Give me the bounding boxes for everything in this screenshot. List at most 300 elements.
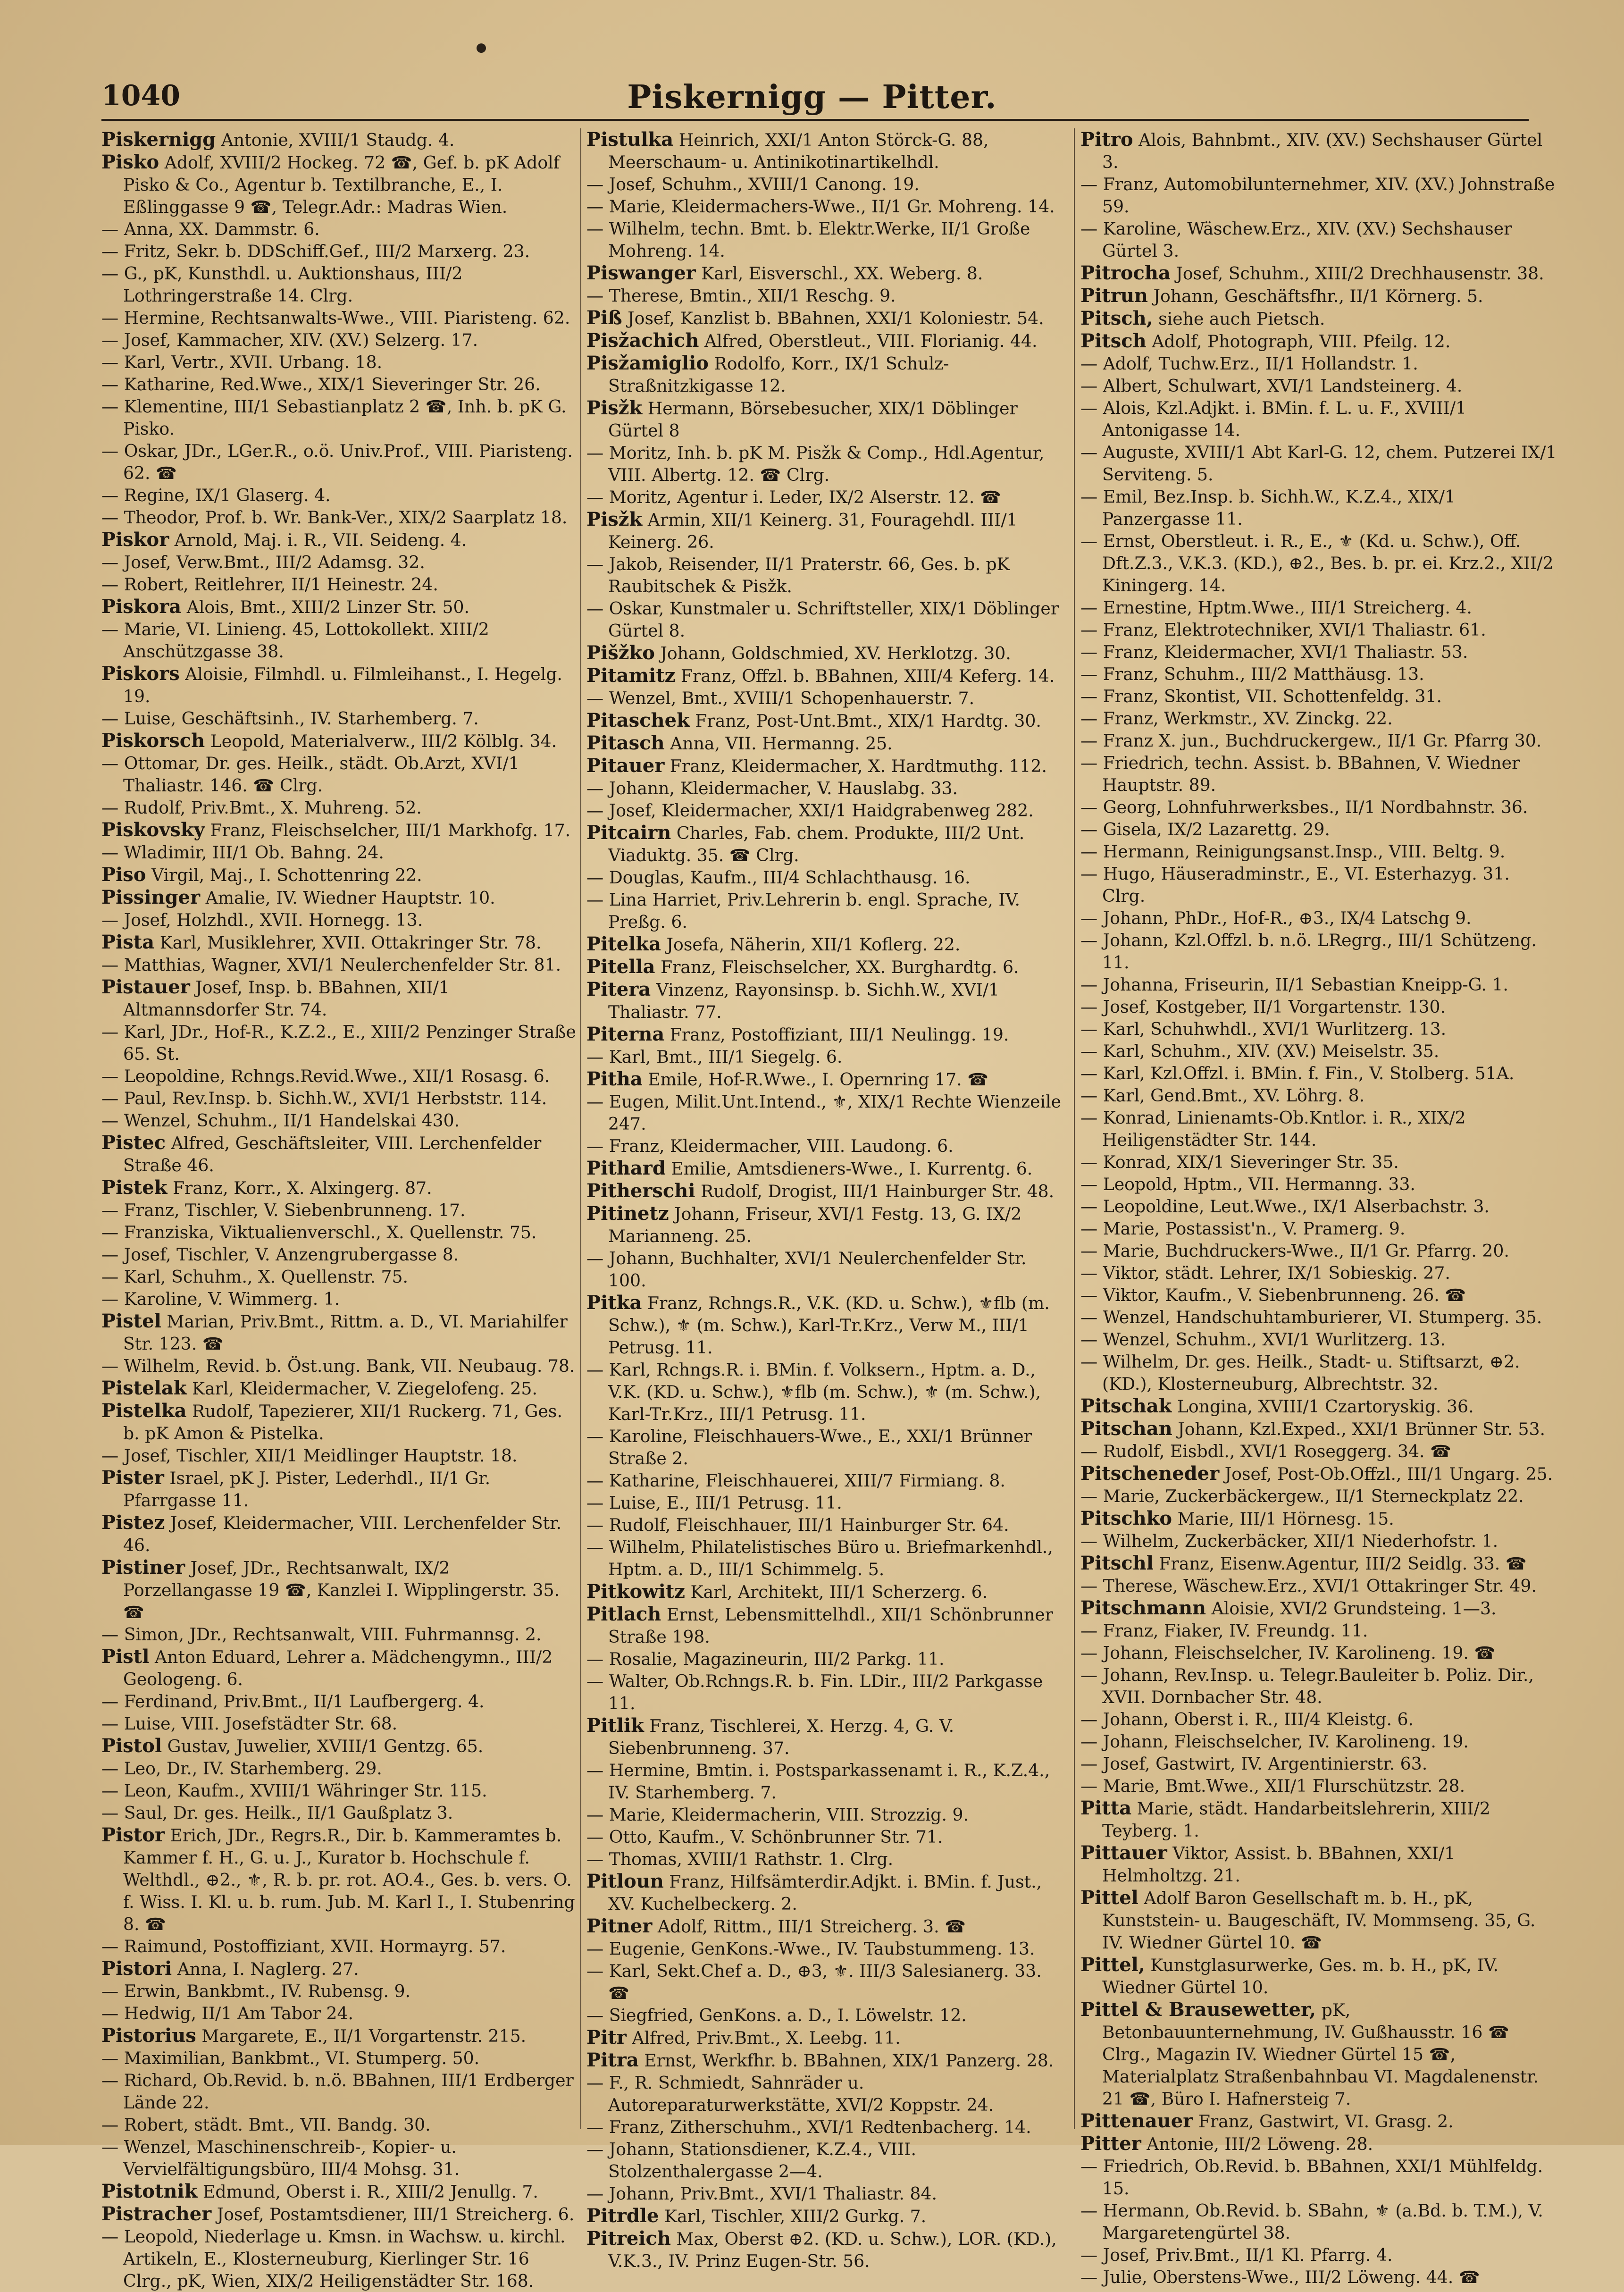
entry-details: — Marie, Zuckerbäckergew., II/1 Sterneckplatz 22. xyxy=(1080,1486,1524,1506)
directory-entry xyxy=(1080,1062,1557,1084)
directory-entry xyxy=(101,440,578,484)
entry-details: Franz, Hilfsämterdir.Adjkt. i. BMin. f. Just., XV. Kuchelbeckerg. 2. xyxy=(608,1872,1042,1914)
directory-entry xyxy=(101,1511,578,1556)
column-divider xyxy=(580,128,581,2129)
entry-surname: Pistelak xyxy=(101,1377,187,1399)
directory-entry xyxy=(586,1759,1063,1804)
directory-entry xyxy=(1080,1217,1557,1240)
directory-entry xyxy=(1080,685,1557,707)
directory-entry xyxy=(101,1935,578,1957)
entry-details: — Franz, Fiaker, IV. Freundg. 11. xyxy=(1080,1620,1368,1641)
directory-entry xyxy=(1080,863,1557,907)
directory-entry xyxy=(1080,1775,1557,1797)
directory-entry xyxy=(101,1757,578,1780)
directory-entry xyxy=(586,2072,1063,2116)
entry-surname: Pitauer xyxy=(586,755,665,777)
entry-details: — Viktor, Kaufm., V. Siebenbrunneng. 26. ☎ xyxy=(1080,1285,1466,1305)
directory-entry xyxy=(586,508,1063,553)
directory-entry xyxy=(101,1957,578,1980)
entry-details: siehe auch Pietsch. xyxy=(1153,309,1325,329)
entry-details: Josef, Schuhm., XIII/2 Drechhausenstr. 38. xyxy=(1170,263,1544,284)
entry-details: — Maximilian, Bankbmt., VI. Stumperg. 50. xyxy=(101,2048,480,2068)
directory-entry xyxy=(101,1623,578,1646)
directory-entry xyxy=(1080,1797,1557,1842)
entry-details: — Douglas, Kaufm., III/4 Schlachthausg. 16. xyxy=(586,867,971,888)
directory-entry xyxy=(1080,1887,1557,1954)
entry-surname: Piskor xyxy=(101,529,169,551)
directory-entry xyxy=(586,1023,1063,1046)
entry-details: — Regine, IX/1 Glaserg. 4. xyxy=(101,485,331,505)
directory-entry xyxy=(1080,397,1557,441)
directory-entry xyxy=(101,976,578,1021)
directory-entry xyxy=(101,551,578,573)
directory-entry xyxy=(586,1714,1063,1759)
directory-entry xyxy=(586,642,1063,664)
entry-details: — Katharine, Fleischhauerei, XIII/7 Firmiang. 8. xyxy=(586,1470,1005,1491)
directory-entry xyxy=(586,1292,1063,1359)
directory-entry xyxy=(586,866,1063,889)
entry-details: — Klementine, III/1 Sebastianplatz 2 ☎, Inh. b. pK G. Pisko. xyxy=(101,396,567,439)
entry-details: — Rudolf, Fleischhauer, III/1 Hainburger Str. 64. xyxy=(586,1515,1009,1535)
entry-details: — Franz, Zitherschuhm., XVI/1 Redtenbacherg. 14. xyxy=(586,2117,1031,2137)
directory-entry xyxy=(1080,1107,1557,1151)
entry-details: — Matthias, Wagner, XVI/1 Neulerchenfelder Str. 81. xyxy=(101,955,561,975)
directory-entry xyxy=(1080,1730,1557,1753)
entry-surname: Pitinetz xyxy=(586,1202,669,1225)
directory-entry xyxy=(101,2203,578,2225)
entry-details: — Moritz, Inh. b. pK M. Pisžk & Comp., Hdl.Agentur, VIII. Albertg. 12. ☎ Clrg. xyxy=(586,443,1045,485)
entry-details: — Konrad, XIX/1 Sieveringer Str. 35. xyxy=(1080,1152,1399,1172)
entry-surname: Piskorsch xyxy=(101,730,205,752)
directory-entry xyxy=(586,1870,1063,1915)
directory-entry xyxy=(586,173,1063,195)
directory-entry xyxy=(101,1377,578,1400)
directory-entry xyxy=(101,1780,578,1802)
directory-entry xyxy=(101,1400,578,1444)
directory-entry xyxy=(1080,1530,1557,1552)
entry-details: — Siegfried, GenKons. a. D., I. Löwelstr. 12. xyxy=(586,2005,967,2025)
entry-details: Franz, Tischlerei, X. Herzg. 4, G. V. Siebenbrunneng. 37. xyxy=(608,1716,954,1758)
entry-details: — Eugenie, GenKons.-Wwe., IV. Taubstummeng. 13. xyxy=(586,1939,1035,1959)
entry-details: — Jakob, Reisender, II/1 Praterstr. 66, Ges. b. pK Raubitschek & Pisžk. xyxy=(586,554,1010,596)
directory-entry xyxy=(586,1247,1063,1292)
entry-surname: Pitta xyxy=(1080,1797,1132,1819)
entry-details: Karl, Tischler, XIII/2 Gurkg. 7. xyxy=(659,2206,927,2226)
directory-entry xyxy=(586,553,1063,597)
directory-entry xyxy=(1080,1507,1557,1530)
entry-details: — Josef, Schuhm., XVIII/1 Canong. 19. xyxy=(586,174,920,194)
entry-details: — Karl, Kzl.Offzl. i. BMin. f. Fin., V. Stolberg. 51A. xyxy=(1080,1063,1515,1083)
directory-entry xyxy=(586,218,1063,262)
entry-details: — Franz, Tischler, V. Siebenbrunneng. 17. xyxy=(101,1200,466,1220)
entry-details: — Karl, Bmt., III/1 Siegelg. 6. xyxy=(586,1047,843,1067)
entry-surname: Pitsch, xyxy=(1080,307,1153,329)
entry-details: — Hermann, Ob.Revid. b. SBahn, ⚜ (a.Bd. b. T.M.), V. Margaretengürtel 38. xyxy=(1080,2200,1543,2243)
entry-details: — Johann, PhDr., Hof-R., ⊕3., IX/4 Latschg 9. xyxy=(1080,908,1472,928)
entry-details: — Luise, E., III/1 Petrusg. 11. xyxy=(586,1493,842,1513)
entry-details: — Marie, Buchdruckers-Wwe., II/1 Gr. Pfarrg. 20. xyxy=(1080,1241,1509,1261)
entry-surname: Pitschmann xyxy=(1080,1597,1206,1619)
entry-details: — Wilhelm, Revid. b. Öst.ung. Bank, VII. Neubaug. 78. xyxy=(101,1356,575,1376)
entry-details: — Therese, Bmtin., XII/1 Reschg. 9. xyxy=(586,285,896,306)
directory-entry xyxy=(1080,796,1557,818)
entry-details: — Johann, Buchhalter, XVI/1 Neulerchenfelder Str. 100. xyxy=(586,1248,1027,1291)
entry-surname: Pisžachich xyxy=(586,329,699,352)
directory-entry xyxy=(1080,1395,1557,1418)
directory-entry xyxy=(101,1646,578,1690)
entry-details: Marie, III/1 Hörnesg. 15. xyxy=(1172,1509,1394,1529)
entry-details: Josef, JDr., Rechtsanwalt, IX/2 Porzellangasse 19 ☎, Kanzlei I. Wipplingerstr. 35. ☎ xyxy=(123,1558,560,1622)
entry-details: — Robert, Reitlehrer, II/1 Heinestr. 24. xyxy=(101,574,438,595)
directory-entry xyxy=(101,1199,578,1221)
entry-surname: Pittel xyxy=(1080,1887,1138,1909)
entry-details: — Paul, Rev.Insp. b. Sichh.W., XVI/1 Herbststr. 114. xyxy=(101,1088,547,1108)
entry-surname: Pitherschi xyxy=(586,1180,695,1202)
entry-details: — Hermine, Rechtsanwalts-Wwe., VIII. Piaristeng. 62. xyxy=(101,308,570,328)
directory-entry xyxy=(586,777,1063,799)
entry-details: — Josef, Gastwirt, IV. Argentinierstr. 63. xyxy=(1080,1754,1428,1774)
directory-entry xyxy=(1080,1306,1557,1328)
entry-details: Anna, VII. Hermanng. 25. xyxy=(664,733,893,754)
entry-details: — Karoline, Wäschew.Erz., XIV. (XV.) Sechshauser Gürtel 3. xyxy=(1080,218,1512,261)
directory-entry xyxy=(101,1065,578,1087)
entry-surname: Pistol xyxy=(101,1735,162,1757)
directory-entry xyxy=(586,1580,1063,1603)
entry-surname: Pitro xyxy=(1080,128,1133,151)
entry-details: — Karl, Schuhwhdl., XVI/1 Wurlitzerg. 13. xyxy=(1080,1019,1447,1039)
directory-entry xyxy=(101,954,578,976)
entry-details: Karl, Architekt, III/1 Scherzerg. 6. xyxy=(685,1582,988,1602)
entry-details: — Richard, Ob.Revid. b. n.ö. BBahnen, III/1 Erdberger Lände 22. xyxy=(101,2070,574,2113)
entry-details: — Marie, Bmt.Wwe., XII/1 Flurschützstr. 28. xyxy=(1080,1776,1465,1796)
entry-details: — Julie, Oberstens-Wwe., III/2 Löweng. 44. ☎ xyxy=(1080,2267,1480,2287)
entry-details: — Moritz, Agentur i. Leder, IX/2 Alserstr. 12. ☎ xyxy=(586,487,1001,507)
entry-details: — Wilhelm, techn. Bmt. b. Elektr.Werke, II/1 Große Mohreng. 14. xyxy=(586,218,1030,261)
directory-entry xyxy=(1080,1462,1557,1485)
directory-entry xyxy=(586,307,1063,329)
entry-surname: Pistek xyxy=(101,1176,167,1199)
entry-details: — Hermann, Reinigungsanst.Insp., VIII. Beltg. 9. xyxy=(1080,841,1506,862)
entry-surname: Pitasch xyxy=(586,732,665,754)
entry-details: — Oskar, JDr., LGer.R., o.ö. Univ.Prof., VIII. Piaristeng. 62. ☎ xyxy=(101,441,573,483)
entry-details: — Karoline, V. Wimmerg. 1. xyxy=(101,1289,340,1309)
entry-surname: Pitkowitz xyxy=(586,1580,685,1603)
ink-dot xyxy=(477,43,486,53)
entry-details: — Albert, Schulwart, XVI/1 Landsteinerg. 4. xyxy=(1080,376,1463,396)
entry-details: — Friedrich, Ob.Revid. b. BBahnen, XXI/1 Mühlfeldg. 15. xyxy=(1080,2156,1543,2199)
entry-details: — Ferdinand, Priv.Bmt., II/1 Laufbergerg. 4. xyxy=(101,1691,485,1712)
directory-entry xyxy=(586,2138,1063,2183)
entry-surname: Pitr xyxy=(586,2026,627,2049)
entry-details: — Luise, Geschäftsinh., IV. Starhemberg. 7. xyxy=(101,708,479,729)
entry-details: — Johann, Kzl.Offzl. b. n.ö. LRegrg., III/1 Schützeng. 11. xyxy=(1080,930,1537,973)
entry-details: Adolf, XVIII/2 Hockeg. 72 ☎, Gef. b. pK Adolf Pisko & Co., Agentur b. Textilbranche, E., I. Eßlinggasse 9 ☎, Telegr.Adr.: Madras Wien. xyxy=(123,152,560,217)
entry-surname: Pitter xyxy=(1080,2132,1141,2155)
entry-details: — Wenzel, Handschuhtamburierer, VI. Stumperg. 35. xyxy=(1080,1307,1542,1327)
entry-details: — Franz, Werkmstr., XV. Zinckg. 22. xyxy=(1080,708,1393,729)
entry-surname: Pitschak xyxy=(1080,1395,1172,1417)
entry-details: — Karl, Sekt.Chef a. D., ⊕3, ⚜. III/3 Salesianerg. 33. ☎ xyxy=(586,1961,1042,2003)
entry-surname: Pišžko xyxy=(586,642,655,664)
entry-details: — Josef, Holzhdl., XVII. Hornegg. 13. xyxy=(101,910,423,930)
entry-surname: Pistiner xyxy=(101,1556,185,1578)
entry-surname: Pistulka xyxy=(586,128,674,151)
directory-entry xyxy=(1080,2244,1557,2266)
directory-entry xyxy=(101,484,578,506)
directory-entry xyxy=(586,1804,1063,1826)
entry-details: — Hermine, Bmtin. i. Postsparkassenamt i. R., K.Z.4., IV. Starhemberg. 7. xyxy=(586,1760,1050,1803)
directory-entry xyxy=(101,240,578,262)
entry-details: — Josef, Tischler, V. Anzengrubergasse 8. xyxy=(101,1244,459,1265)
entry-details: pK, Betonbauunternehmung, IV. Gußhausstr. 16 ☎ Clrg., Magazin IV. Wiedner Gürtel 15 ☎, Materialplatz Straßenbahnbau VI. Magdalenenstr. 21 ☎, Büro I. Hafnersteig 7. xyxy=(1102,2000,1539,2109)
entry-details: Josef, Insp. b. BBahnen, XII/1 Altmannsdorfer Str. 74. xyxy=(123,977,450,1020)
entry-details: Johann, Friseur, XVI/1 Festg. 13, G. IX/2 Marianneng. 25. xyxy=(608,1204,1022,1246)
directory-entry xyxy=(1080,530,1557,596)
directory-entry xyxy=(1080,2132,1557,2155)
directory-entry xyxy=(586,1091,1063,1135)
entry-details: Vinzenz, Rayonsinsp. b. Sichh.W., XVI/1 Thaliastr. 77. xyxy=(608,980,1000,1022)
entry-surname: Pistec xyxy=(101,1132,166,1154)
entry-details: Antonie, XVIII/1 Staudg. 4. xyxy=(216,130,455,150)
directory-entry xyxy=(586,1202,1063,1247)
directory-entry xyxy=(586,128,1063,173)
entry-surname: Pister xyxy=(101,1467,164,1489)
entry-details: — Gisela, IX/2 Lazarettg. 29. xyxy=(1080,819,1330,840)
directory-entry xyxy=(101,1021,578,1065)
directory-entry xyxy=(586,486,1063,508)
directory-entry xyxy=(101,596,578,618)
directory-entry xyxy=(1080,1284,1557,1306)
entry-details: — G., pK, Kunsthdl. u. Auktionshaus, III/2 Lothringerstraße 14. Clrg. xyxy=(101,263,463,306)
entry-surname: Piskernigg xyxy=(101,128,216,151)
directory-entry xyxy=(101,2136,578,2180)
entry-details: Adolf Baron Gesellschaft m. b. H., pK, Kunststein- u. Baugeschäft, IV. Mommseng. 35, G. IV. Wiedner Gürtel 10. ☎ xyxy=(1102,1888,1536,1953)
entry-surname: Pitra xyxy=(586,2049,639,2071)
entry-details: Edmund, Oberst i. R., XIII/2 Jenullg. 7. xyxy=(197,2182,538,2202)
directory-entry xyxy=(101,2114,578,2136)
entry-details: Adolf, Rittm., III/1 Streicherg. 3. ☎ xyxy=(652,1916,966,1937)
directory-entry xyxy=(1080,1753,1557,1775)
entry-details: — Viktor, städt. Lehrer, IX/1 Sobieskig. 27. xyxy=(1080,1263,1450,1283)
directory-entry xyxy=(1080,1240,1557,1262)
directory-entry xyxy=(586,397,1063,442)
directory-entry xyxy=(101,1132,578,1176)
entry-details: Max, Oberst ⊕2. (KD. u. Schw.), LOR. (KD.), V.K.3., IV. Prinz Eugen-Str. 56. xyxy=(608,2229,1057,2271)
directory-entry xyxy=(1080,285,1557,307)
entry-details: Rodolfo, Korr., IX/1 Schulz-Straßnitzkigasse 12. xyxy=(608,353,949,396)
column-1 xyxy=(101,128,578,2291)
entry-details: Heinrich, XXI/1 Anton Störck-G. 88, Meerschaum- u. Antinikotinartikelhdl. xyxy=(608,130,989,172)
entry-details: — Johanna, Friseurin, II/1 Sebastian Kneipp-G. 1. xyxy=(1080,974,1508,995)
directory-entry xyxy=(1080,441,1557,486)
entry-details: — Marie, Kleidermachers-Wwe., II/1 Gr. Mohreng. 14. xyxy=(586,196,1055,217)
entry-surname: Pitschl xyxy=(1080,1552,1154,1574)
directory-entry xyxy=(101,797,578,819)
entry-surname: Pistorius xyxy=(101,2024,196,2047)
directory-entry xyxy=(1080,1440,1557,1462)
entry-details: Alois, Bmt., XIII/2 Linzer Str. 50. xyxy=(181,597,470,617)
entry-surname: Pitrocha xyxy=(1080,262,1171,284)
directory-entry xyxy=(586,1514,1063,1536)
directory-entry xyxy=(101,2024,578,2047)
directory-entry xyxy=(1080,818,1557,840)
entry-details: — Adolf, Tuchw.Erz., II/1 Hollandstr. 1. xyxy=(1080,353,1418,374)
entry-surname: Pistotnik xyxy=(101,2180,198,2202)
directory-entry xyxy=(586,1425,1063,1469)
directory-entry xyxy=(101,1467,578,1511)
directory-entry xyxy=(1080,1328,1557,1351)
entry-surname: Pisžk xyxy=(586,508,643,530)
entry-surname: Piß xyxy=(586,307,622,329)
entry-details: — Leopoldine, Rchngs.Revid.Wwe., XII/1 Rosasg. 6. xyxy=(101,1066,550,1086)
entry-surname: Pitschko xyxy=(1080,1507,1172,1529)
entry-details: — Rudolf, Eisbdl., XVI/1 Roseggerg. 34. ☎ xyxy=(1080,1441,1452,1461)
directory-entry xyxy=(101,1980,578,2002)
entry-surname: Pittel, xyxy=(1080,1954,1145,1976)
directory-entry xyxy=(586,1536,1063,1580)
directory-entry xyxy=(101,373,578,395)
directory-entry xyxy=(1080,840,1557,863)
entry-details: — Emil, Bez.Insp. b. Sichh.W., K.Z.4., XIX/1 Panzergasse 11. xyxy=(1080,487,1456,529)
directory-entry xyxy=(101,1176,578,1199)
entry-details: — Robert, städt. Bmt., VII. Bandg. 30. xyxy=(101,2115,431,2135)
directory-entry xyxy=(586,1960,1063,2004)
directory-entry xyxy=(1080,1642,1557,1664)
directory-entry xyxy=(1080,1151,1557,1173)
entry-details: Karl, Eisverschl., XX. Weberg. 8. xyxy=(695,263,983,284)
directory-entry xyxy=(586,1670,1063,1714)
entry-details: Alois, Bahnbmt., XIV. (XV.) Sechshauser Gürtel 3. xyxy=(1102,130,1543,172)
entry-surname: Pitaschek xyxy=(586,709,690,731)
entry-details: Aloisie, XVI/2 Grundsteing. 1—3. xyxy=(1206,1598,1497,1619)
directory-entry xyxy=(586,1157,1063,1180)
entry-details: — Ottomar, Dr. ges. Heilk., städt. Ob.Arzt, XVI/1 Thaliastr. 146. ☎ Clrg. xyxy=(101,753,519,796)
directory-entry xyxy=(1080,663,1557,685)
directory-entry xyxy=(101,886,578,909)
entry-details: Longina, XVIII/1 Czartoryskig. 36. xyxy=(1172,1396,1474,1417)
entry-details: — Josef, Tischler, XII/1 Meidlinger Hauptstr. 18. xyxy=(101,1445,518,1466)
entry-details: — Franz, Elektrotechniker, XVI/1 Thaliastr. 61. xyxy=(1080,620,1486,640)
entry-details: Viktor, Assist. b. BBahnen, XXI/1 Helmholtzg. 21. xyxy=(1102,1843,1456,1886)
directory-entry xyxy=(586,1848,1063,1870)
directory-entry xyxy=(586,1180,1063,1202)
entry-details: Johann, Goldschmied, XV. Herklotzg. 30. xyxy=(654,643,1011,663)
entry-details: — Saul, Dr. ges. Heilk., II/1 Gaußplatz 3. xyxy=(101,1803,453,1823)
directory-entry xyxy=(586,1603,1063,1648)
directory-entry xyxy=(1080,1351,1557,1395)
directory-entry xyxy=(1080,486,1557,530)
entry-details: — Marie, Postassist'n., V. Pramerg. 9. xyxy=(1080,1218,1406,1239)
directory-entry xyxy=(1080,996,1557,1018)
entry-details: — Eugen, Milit.Unt.Intend., ⚜, XIX/1 Rechte Wienzeile 247. xyxy=(586,1091,1062,1134)
entry-details: — Josef, Kleidermacher, XXI/1 Haidgrabenweg 282. xyxy=(586,800,1034,821)
entry-surname: Pittauer xyxy=(1080,1842,1167,1864)
directory-entry xyxy=(1080,1173,1557,1195)
page-number: 1040 xyxy=(101,79,180,112)
directory-entry xyxy=(586,799,1063,822)
entry-surname: Pitschan xyxy=(1080,1418,1172,1440)
directory-entry xyxy=(586,1826,1063,1848)
entry-details: Adolf, Photograph, VIII. Pfeilg. 12. xyxy=(1146,331,1451,352)
directory-entry xyxy=(101,2225,578,2292)
entry-details: — Leopold, Hptm., VII. Hermanng. 33. xyxy=(1080,1174,1415,1194)
directory-entry xyxy=(586,978,1063,1023)
entry-details: — Karl, Schuhm., X. Quellenstr. 75. xyxy=(101,1267,408,1287)
entry-details: — Erwin, Bankbmt., IV. Rubensg. 9. xyxy=(101,1981,411,2001)
entry-surname: Pitrdle xyxy=(586,2205,659,2227)
entry-surname: Pisžk xyxy=(586,397,643,419)
column-3 xyxy=(1080,128,1557,2287)
entry-details: — Wenzel, Schuhm., XVI/1 Wurlitzerg. 13. xyxy=(1080,1329,1446,1350)
entry-surname: Pistel xyxy=(101,1310,161,1332)
directory-entry xyxy=(586,732,1063,755)
entry-details: — Karl, Gend.Bmt., XV. Löhrg. 8. xyxy=(1080,1085,1365,1106)
entry-details: — Johann, Rev.Insp. u. Telegr.Bauleiter b. Poliz. Dir., XVII. Dornbacher Str. 48. xyxy=(1080,1665,1534,1707)
entry-surname: Piterna xyxy=(586,1023,665,1045)
entry-details: — Lina Harriet, Priv.Lehrerin b. engl. Sprache, IV. Preßg. 6. xyxy=(586,890,1021,932)
directory-entry xyxy=(1080,1620,1557,1642)
entry-details: — Wenzel, Bmt., XVIII/1 Schopenhauerstr. 7. xyxy=(586,688,975,708)
entry-details: — Karoline, Fleischhauers-Wwe., E., XXI/1 Brünner Straße 2. xyxy=(586,1426,1032,1469)
entry-surname: Pista xyxy=(101,931,155,953)
directory-entry xyxy=(101,1109,578,1132)
entry-surname: Pitscheneder xyxy=(1080,1462,1220,1485)
directory-entry xyxy=(1080,1664,1557,1708)
entry-details: Josefa, Näherin, XII/1 Koflerg. 22. xyxy=(661,934,961,955)
entry-details: Arnold, Maj. i. R., VII. Seideng. 4. xyxy=(169,530,467,550)
entry-details: — Leo, Dr., IV. Starhemberg. 29. xyxy=(101,1758,382,1779)
directory-entry xyxy=(1080,2266,1557,2288)
entry-surname: Pitrun xyxy=(1080,285,1148,307)
directory-entry xyxy=(101,1288,578,1310)
entry-details: — Otto, Kaufm., V. Schönbrunner Str. 71. xyxy=(586,1827,943,1847)
directory-entry xyxy=(586,352,1063,397)
directory-entry xyxy=(1080,1195,1557,1217)
entry-details: Ernst, Werkfhr. b. BBahnen, XIX/1 Panzerg. 28. xyxy=(638,2050,1054,2071)
entry-details: — Wenzel, Schuhm., II/1 Handelskai 430. xyxy=(101,1110,460,1131)
entry-details: Antonie, III/2 Löweng. 28. xyxy=(1141,2134,1373,2154)
entry-surname: Pistor xyxy=(101,1824,165,1846)
column-divider xyxy=(1074,128,1075,2129)
entry-details: Josef, Postamtsdiener, III/1 Streicherg. 6. xyxy=(211,2204,575,2225)
entry-details: — Hugo, Häuseradminstr., E., VI. Esterhazyg. 31. Clrg. xyxy=(1080,864,1510,906)
directory-entry xyxy=(1080,929,1557,974)
entry-details: Johann, Geschäftsfhr., II/1 Körnerg. 5. xyxy=(1148,286,1483,306)
entry-details: — Johann, Priv.Bmt., XVI/1 Thaliastr. 84. xyxy=(586,2183,937,2204)
directory-entry xyxy=(101,1556,578,1623)
entry-details: Franz, Offzl. b. BBahnen, XIII/4 Keferg. 14. xyxy=(675,666,1055,686)
entry-surname: Pistelka xyxy=(101,1400,187,1422)
directory-entry xyxy=(1080,1485,1557,1507)
directory-entry xyxy=(1080,307,1557,330)
directory-entry xyxy=(1080,974,1557,996)
directory-entry xyxy=(101,618,578,663)
directory-entry xyxy=(586,1046,1063,1068)
entry-details: — Ernestine, Hptm.Wwe., III/1 Streicherg. 4. xyxy=(1080,597,1472,618)
entry-details: — Luise, VIII. Josefstädter Str. 68. xyxy=(101,1713,398,1734)
directory-entry xyxy=(101,1266,578,1288)
entry-details: — Wenzel, Maschinenschreib-, Kopier- u. Vervielfältigungsbüro, III/4 Mohsg. 31. xyxy=(101,2137,460,2179)
directory-entry xyxy=(1080,619,1557,641)
entry-details: — Johann, Fleischselcher, IV. Karolineng. 19. xyxy=(1080,1731,1469,1752)
column-2 xyxy=(586,128,1063,2271)
directory-entry xyxy=(586,195,1063,218)
entry-surname: Pitelka xyxy=(586,933,661,955)
directory-entry xyxy=(1080,1998,1557,2110)
entry-details: — Georg, Lohnfuhrwerksbes., II/1 Nordbahnstr. 36. xyxy=(1080,797,1528,817)
entry-details: Aloisie, Filmhdl. u. Filmleihanst., I. Hegelg. 19. xyxy=(123,664,562,706)
entry-surname: Piskors xyxy=(101,663,180,685)
